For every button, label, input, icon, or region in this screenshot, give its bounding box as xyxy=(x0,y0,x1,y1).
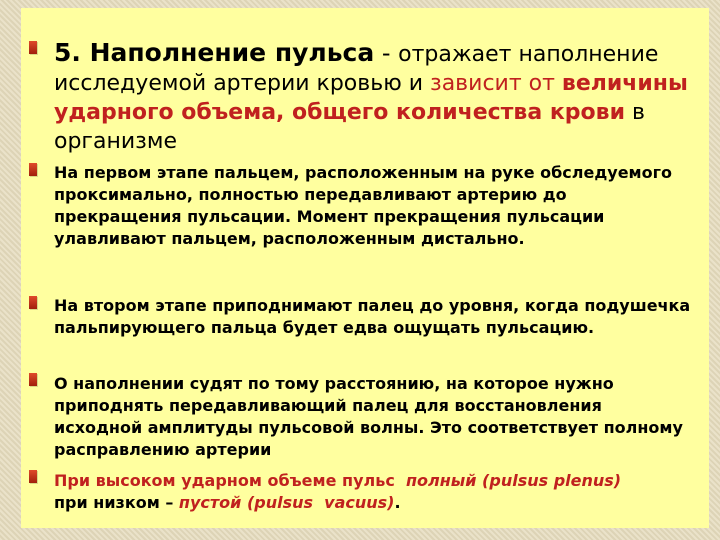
bullet-item-2: На первом этапе пальцем, расположенным на руке обследуемого проксимально, полностью передавливают артерию до прекращения пульсации. Момент прекращения пульсации улавливают пальцем, расположенным дистально. xyxy=(54,163,672,248)
square-bullet-icon xyxy=(29,373,37,386)
square-bullet-icon xyxy=(29,296,37,309)
item5-line-1 xyxy=(54,470,694,492)
item5-line2-italic: пустой (pulsus vacuus) xyxy=(178,493,395,512)
item1-text-b: в организме xyxy=(54,100,652,154)
bullet-item-1 xyxy=(54,38,694,156)
item1-dash: - xyxy=(374,39,399,67)
square-bullet-icon xyxy=(29,470,37,483)
slide xyxy=(21,8,709,528)
item5-line1-italic: полный (pulsus plenus) xyxy=(405,471,622,490)
item1-text-red: зависит от xyxy=(430,71,562,96)
item5-line2-period: . xyxy=(394,493,401,512)
item1-text-bold-red: величины ударного объема, общего количества крови xyxy=(54,71,696,125)
item1-heading: 5. Наполнение пульса xyxy=(54,38,375,67)
bullet-item-4: О наполнении судят по тому расстоянию, на которое нужно приподнять передавливающий палец для восстановления исходной амплитуды пульсовой волны. Это соответствует полному расправлению артерии xyxy=(54,374,683,459)
bullet-item-3: На втором этапе приподнимают палец до уровня, когда подушечка пальпирующего пальца будет едва ощущать пульсацию. xyxy=(54,296,691,337)
bullet-item-5 xyxy=(54,470,694,514)
item5-line1-text: При высоком ударном объеме пульс xyxy=(54,471,406,490)
item5-line2-text: при низком – xyxy=(54,493,179,512)
item1-text-a: отражает наполнение исследуемой артерии кровью и xyxy=(54,42,666,96)
item5-line-2 xyxy=(54,492,694,514)
square-bullet-icon xyxy=(29,41,37,54)
square-bullet-icon xyxy=(29,163,37,176)
